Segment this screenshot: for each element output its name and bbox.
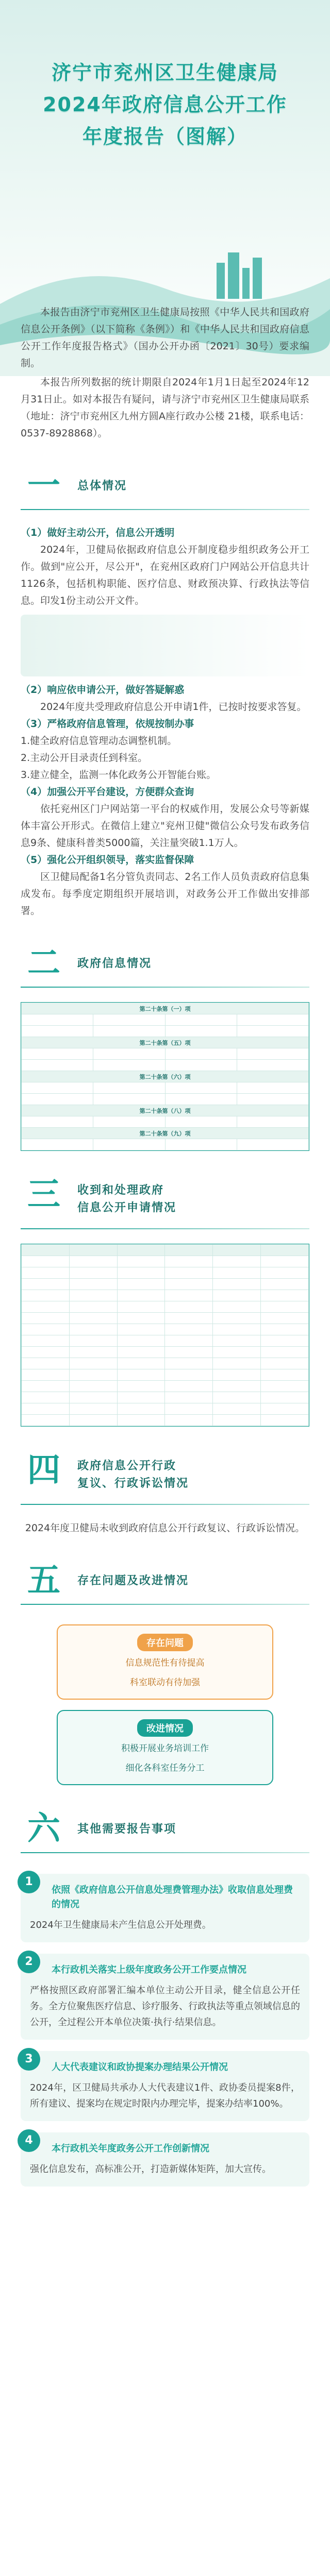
paragraph: 2024年，卫健局依据政府信息公开制度稳步组织政务公开工作。做到"应公开，尽公开"，在兖州区政府门户网站公开信息共计1126条，包括机构职能、医疗信息、财政预决算、行政执法等信息。印发1份主动公开文件。 xyxy=(21,544,309,606)
title-line-2: 2024年政府信息公开工作 xyxy=(43,93,287,116)
title-line-3: 年度报告（图解） xyxy=(82,125,248,148)
table-header: 第二十条第（八）项 xyxy=(22,1105,309,1116)
section-title xyxy=(77,1182,176,1217)
improve-box xyxy=(57,1710,273,1785)
section-title: 政府信息情况 xyxy=(77,957,152,970)
section-title-line-2: 信息公开申请情况 xyxy=(77,1201,177,1214)
section-number: 六 xyxy=(27,1809,60,1848)
improve-label: 改进情况 xyxy=(137,1719,193,1737)
subheading: （2）响应依申请公开，做好答疑解惑 xyxy=(21,684,185,696)
section-1-header xyxy=(0,457,330,519)
card-text: 2024年卫生健康局未产生信息公开处理费。 xyxy=(30,1920,211,1930)
section-6-header xyxy=(0,1801,330,1862)
section-4-header xyxy=(0,1442,330,1514)
section-number: 五 xyxy=(27,1561,60,1600)
section-number: 三 xyxy=(27,1175,60,1214)
card-text: 2024年，区卫健局共承办人大代表建议1件、政协委员提案8件，所有建议、提案均在规定时限内办理完毕，提案办结率100%。 xyxy=(30,2082,300,2109)
problem-text: 科室联动有待加强 xyxy=(130,1677,200,1688)
report-title xyxy=(0,57,330,152)
report-item-card xyxy=(21,1954,309,2040)
section-title-line-1: 政府信息公开行政 xyxy=(77,1460,177,1472)
problem-text: 信息规范性有待提高 xyxy=(125,1658,205,1668)
section-title xyxy=(77,1458,189,1493)
table-header: 第二十条第（六）项 xyxy=(22,1071,309,1082)
section-divider xyxy=(21,1504,309,1505)
list-item: 2.主动公开目录责任到科室。 xyxy=(21,752,148,764)
intro xyxy=(0,304,330,442)
section-divider xyxy=(21,509,309,510)
table-header: 第二十条第（九）项 xyxy=(22,1128,309,1139)
section-5-header xyxy=(0,1552,330,1614)
section-divider xyxy=(21,1228,309,1229)
subheading: （4）加强公开平台建设，方便群众查询 xyxy=(21,786,194,798)
section-divider xyxy=(21,987,309,988)
paragraph: 依托兖州区门户网站第一平台的权威作用，发展公众号等新媒体丰富公开形式。在微信上建立"兖州卫健"微信公众号发布政务信息9条、健康科普类5000篇，关注量突破1.1万人。 xyxy=(21,803,309,849)
table-header: 第二十条第（五）项 xyxy=(22,1037,309,1048)
card-number: 4 xyxy=(18,2129,40,2152)
problem-box xyxy=(57,1624,273,1700)
section-3-header xyxy=(0,1166,330,1239)
card-title: 人大代表建议和政协提案办理结果公开情况 xyxy=(52,2062,228,2073)
section-4-text: 2024年度卫健局未收到政府信息公开行政复议、行政诉讼情况。 xyxy=(25,1522,305,1534)
list-item: 1.健全政府信息管理动态调整机制。 xyxy=(21,735,177,747)
paragraph: 区卫健局配备1名分管负责同志、2名工作人员负责政府信息集成发布。每季度定期组织开展培训，对政务公开工作做出安排部署。 xyxy=(21,871,309,917)
title-line-1: 济宁市兖州区卫生健康局 xyxy=(51,61,278,84)
report-item-card xyxy=(21,2051,309,2121)
section-divider xyxy=(21,1852,309,1853)
info-table xyxy=(21,1002,309,1151)
problem-label: 存在问题 xyxy=(137,1634,193,1651)
card-title: 本行政机关年度政务公开工作创新情况 xyxy=(52,2143,209,2154)
intro-paragraph-2: 本报告所列数据的统计期限自2024年1月1日起至2024年12月31日止。如对本报告有疑问，请与济宁市兖州区卫生健康局联系（地址：济宁市兖州区九州方圆A座行政办公楼 21楼，联系电话：0537-8928868）。 xyxy=(21,377,309,439)
intro-paragraph-1: 本报告由济宁市兖州区卫生健康局按照《中华人民共和国政府信息公开条例》（以下简称《条例》）和《中华人民共和国政府信息公开工作年度报告格式》（国办公开办函〔2021〕30号）要求编制。 xyxy=(21,307,309,369)
application-table xyxy=(21,1244,309,1427)
table-header: 第二十条第（一）项 xyxy=(22,1003,309,1014)
card-number: 1 xyxy=(18,1871,40,1893)
card-text: 严格按照区政府部署汇编本单位主动公开目录，健全信息公开任务。全方位聚焦医疗信息、诊疗服务、行政执法等重点领域信息的公开，全过程公开本单位决策·执行·结果信息。 xyxy=(30,1985,300,2028)
section-1-body xyxy=(0,524,330,920)
section-title: 其他需要报告事项 xyxy=(77,1823,177,1836)
subheading: （1）做好主动公开，信息公开透明 xyxy=(21,527,175,538)
section-title-line-2: 复议、行政诉讼情况 xyxy=(77,1477,189,1490)
section-title-line-1: 收到和处理政府 xyxy=(77,1184,164,1197)
card-number: 3 xyxy=(18,2048,40,2071)
report-item-card xyxy=(21,1874,309,1942)
improve-text: 细化各科室任务分工 xyxy=(125,1763,205,1773)
paragraph: 2024年度共受理政府信息公开申请1件，已按时按要求答复。 xyxy=(40,701,307,713)
improve-text: 积极开展业务培训工作 xyxy=(121,1743,209,1754)
list-item: 3.建立健全，监测一体化政务公开智能台账。 xyxy=(21,769,217,781)
illustration-placeholder xyxy=(21,615,309,676)
section-number: 二 xyxy=(27,944,60,982)
section-number: 一 xyxy=(27,466,60,505)
section-divider xyxy=(21,1604,309,1605)
section-title: 存在问题及改进情况 xyxy=(77,1574,189,1587)
card-title: 本行政机关落实上级年度政务公开工作要点情况 xyxy=(52,1964,246,1975)
report-item-card xyxy=(21,2132,309,2187)
card-number: 2 xyxy=(18,1951,40,1973)
card-title: 依照《政府信息公开信息处理费管理办法》收取信息处理费的情况 xyxy=(52,1885,293,1910)
card-text: 强化信息发布，高标准公开，打造新媒体矩阵，加大宣传。 xyxy=(30,2164,271,2175)
subheading: （3）严格政府信息管理，依规按制办事 xyxy=(21,718,194,730)
section-title: 总体情况 xyxy=(77,480,127,493)
section-2-header xyxy=(0,935,330,997)
subheading: （5）强化公开组织领导，落实监督保障 xyxy=(21,854,194,866)
section-number: 四 xyxy=(27,1451,60,1489)
